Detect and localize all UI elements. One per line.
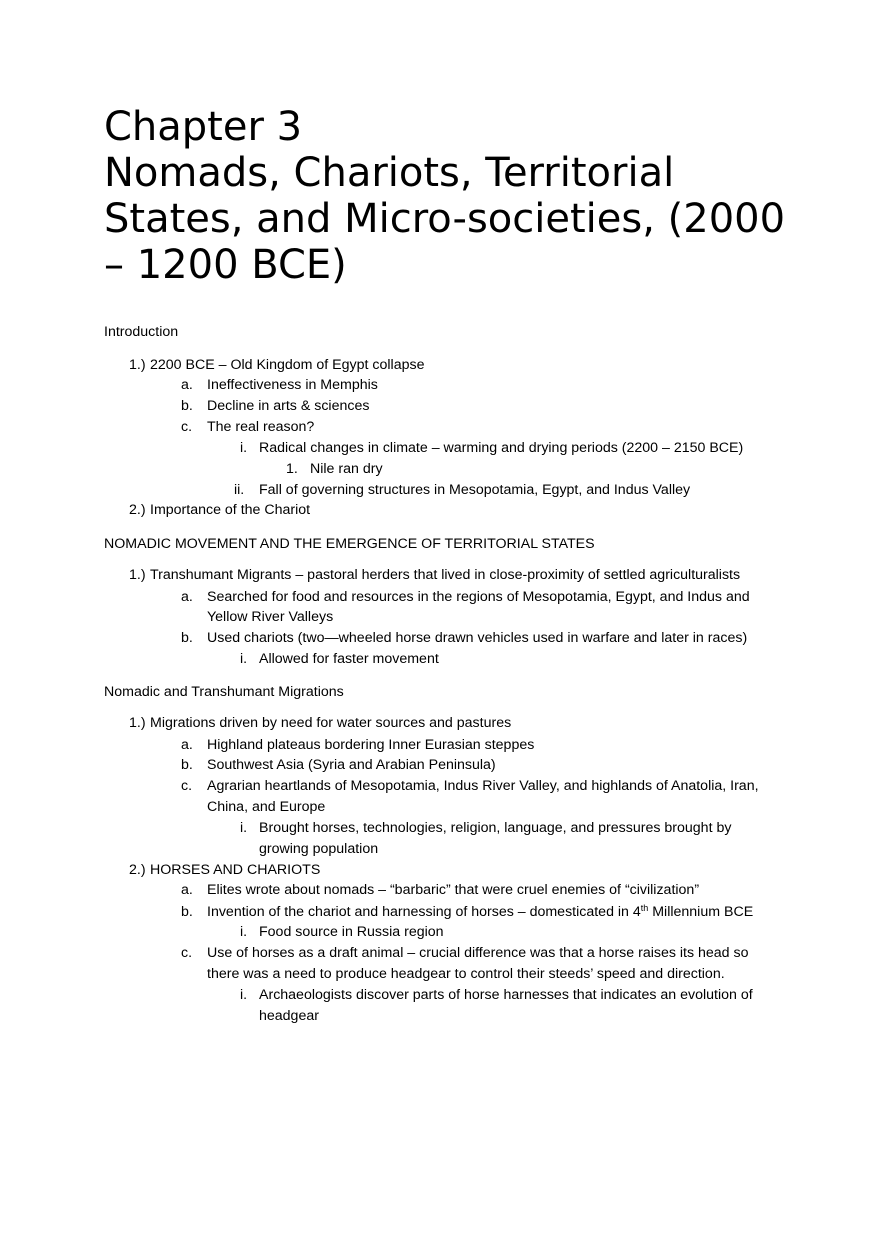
list-item: Importance of the Chariot [150,502,311,518]
title-line: – 1200 BCE) [104,242,347,288]
list-item: Food source in Russia region [259,924,444,940]
text-run: Millennium BCE [648,904,754,920]
list-number: 1.) [129,357,146,373]
list-letter: a. [181,737,193,753]
list-item: The real reason? [207,419,315,435]
list-item: Use of horses as a draft animal – crucial difference was that a horse raises its head so [207,945,749,961]
list-item: Agrarian heartlands of Mesopotamia, Indus River Valley, and highlands of Anatolia, Iran, [207,778,759,794]
list-item: Transhumant Migrants – pastoral herders that lived in close-proximity of settled agriculturalists [150,567,741,583]
list-item: Searched for food and resources in the regions of Mesopotamia, Egypt, and Indus and [207,589,750,605]
list-item-continuation: Yellow River Valleys [207,609,334,625]
list-item: Archaeologists discover parts of horse harnesses that indicates an evolution of [259,987,753,1003]
list-number: 1. [286,461,298,477]
list-letter: c. [181,945,193,961]
title-line: Chapter 3 [104,104,303,150]
list-item: Nile ran dry [310,461,383,477]
section-heading-nomadic-movement: NOMADIC MOVEMENT AND THE EMERGENCE OF TERRITORIAL STATES [104,536,595,552]
list-roman: ii. [234,482,245,498]
list-letter: c. [181,419,193,435]
chapter-title [104,104,794,288]
superscript: th [640,903,649,913]
list-item: 2200 BCE – Old Kingdom of Egypt collapse [150,357,425,373]
list-item-continuation: there was a need to produce headgear to control their steeds’ speed and direction. [207,966,725,982]
list-item: Brought horses, technologies, religion, language, and pressures brought by [259,820,732,836]
title-line: Nomads, Chariots, Territorial [104,150,675,196]
list-item: Radical changes in climate – warming and drying periods (2200 – 2150 BCE) [259,440,744,456]
title-line: States, and Micro-societies, (2000 [104,196,786,242]
section-heading-migrations: Nomadic and Transhumant Migrations [104,684,344,700]
text-run: Invention of the chariot and harnessing of horses – domesticated in 4 [207,904,641,920]
section-heading-introduction: Introduction [104,324,179,340]
list-letter: b. [181,904,193,920]
list-letter: b. [181,398,193,414]
list-item: Migrations driven by need for water sources and pastures [150,715,512,731]
list-letter: b. [181,630,193,646]
list-roman: i. [240,820,248,836]
list-letter: c. [181,778,193,794]
list-item: HORSES AND CHARIOTS [150,862,321,878]
list-item: Elites wrote about nomads – “barbaric” that were cruel enemies of “civilization” [207,882,700,898]
list-letter: b. [181,757,193,773]
list-item-continuation: growing population [259,841,379,857]
list-item: Highland plateaus bordering Inner Eurasian steppes [207,737,535,753]
list-item: Southwest Asia (Syria and Arabian Peninsula) [207,757,496,773]
list-item: Decline in arts & sciences [207,398,370,414]
list-roman: i. [240,651,248,667]
list-number: 1.) [129,715,146,731]
list-number: 2.) [129,862,146,878]
list-roman: i. [240,440,248,456]
list-letter: a. [181,589,193,605]
list-item: Ineffectiveness in Memphis [207,377,378,393]
list-item-continuation: China, and Europe [207,799,326,815]
list-letter: a. [181,377,193,393]
list-item: Fall of governing structures in Mesopotamia, Egypt, and Indus Valley [259,482,691,498]
list-item-continuation: headgear [259,1008,319,1024]
list-letter: a. [181,882,193,898]
list-roman: i. [240,987,248,1003]
list-item [207,904,753,921]
list-roman: i. [240,924,248,940]
list-number: 1.) [129,567,146,583]
list-number: 2.) [129,502,146,518]
list-item: Used chariots (two—wheeled horse drawn vehicles used in warfare and later in races) [207,630,748,646]
list-item: Allowed for faster movement [259,651,439,667]
